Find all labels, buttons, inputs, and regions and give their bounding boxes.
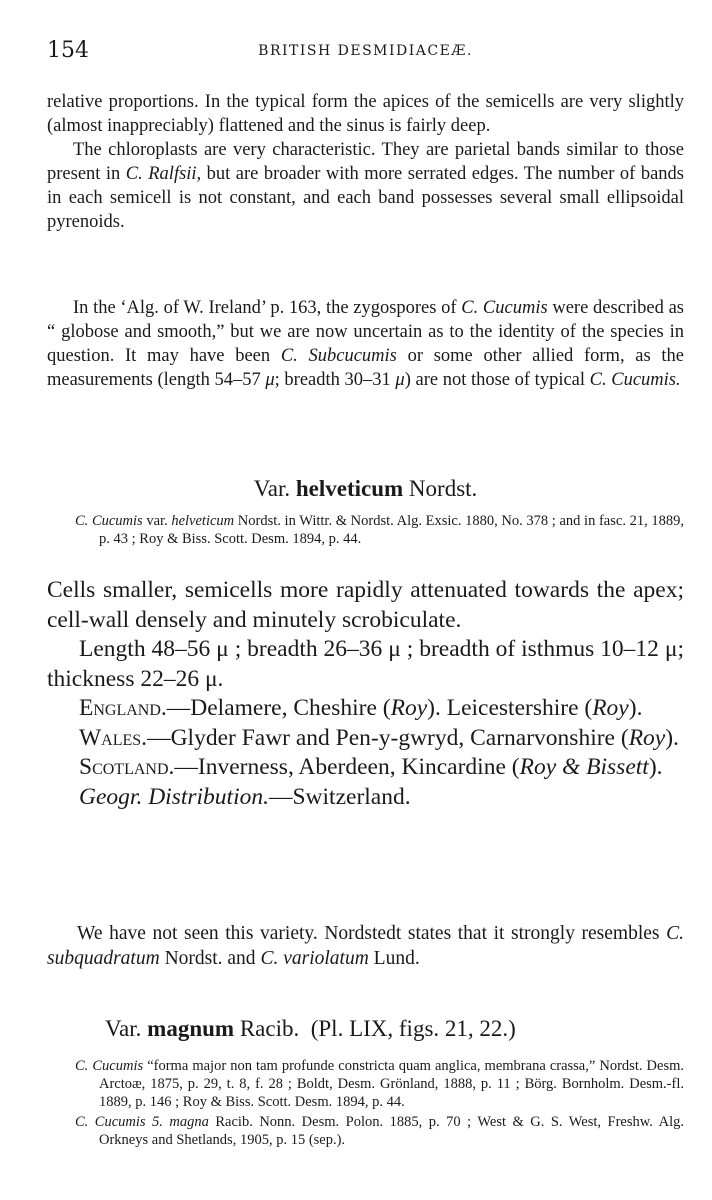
text-run: or some other allied form, as the measurements (length 54–57	[47, 346, 684, 390]
taxon-name: C. Cucumis.	[589, 370, 681, 390]
reference-entry	[75, 512, 684, 548]
paragraph-proportions: relative proportions. In the typical form the apices of the semicells are very slightly (almost inappreciably) flattened and the sinus is fairly deep.	[47, 92, 684, 136]
region-label: England.	[79, 695, 167, 721]
text-run: ; breadth 30–31	[274, 370, 396, 390]
unit-symbol: μ	[395, 370, 405, 390]
plate-reference: (Pl. LIX, figs. 21, 22.)	[299, 1016, 516, 1041]
text-run: ).	[665, 724, 679, 751]
text-run: —Inverness, Aberdeen, Kincardine (	[174, 754, 520, 780]
page-header	[47, 38, 684, 68]
collector-name: Roy	[592, 695, 629, 721]
taxon-name: C. Cucumis	[461, 298, 548, 318]
text-run: —Glyder Fawr and Pen-y-gwryd, Carnarvonshire (	[147, 724, 629, 751]
taxon-name: C. subquadratum	[47, 923, 684, 969]
distribution-england	[47, 694, 684, 724]
helveticum-note	[47, 921, 684, 971]
taxon-name: C. Cucumis	[75, 513, 143, 529]
variety-heading-helveticum	[47, 476, 684, 502]
text-run: We have not seen this variety. Nordstedt states that it strongly resembles	[77, 923, 667, 944]
variety-author: Nordst.	[403, 476, 478, 501]
variety-name: magnum	[147, 1016, 235, 1041]
zygospore-section	[47, 296, 684, 392]
paragraph-zygospores	[47, 296, 684, 392]
collector-name: Roy	[628, 724, 666, 751]
chloroplast-section	[47, 90, 684, 234]
text-run: but are broader with more serrated edges. The number of bands in each semicell is not constant, and each band possesses several small ellipsoidal pyrenoids.	[47, 164, 684, 232]
taxon-name: C. Cucumis	[75, 1058, 144, 1074]
text-run: Lund.	[368, 948, 420, 969]
taxon-name: C. Subcucumis	[280, 346, 397, 366]
text-run: —Delamere, Cheshire (	[166, 695, 391, 721]
text-run: var.	[142, 513, 172, 529]
text-run: ). Leicestershire (	[427, 695, 593, 721]
paragraph-description: Cells smaller, semicells more rapidly attenuated towards the apex; cell-wall densely and minutely scrobiculate.	[47, 577, 684, 633]
var-prefix: Var.	[105, 1016, 148, 1041]
text-run: ).	[628, 695, 643, 721]
taxon-name: C. Cucumis 5. magna	[75, 1114, 209, 1130]
unit-symbol: μ	[265, 370, 275, 390]
text-run: In the ‘Alg. of W. Ireland’ p. 163, the zygospores of	[73, 298, 462, 318]
region-label: Wales.	[79, 724, 148, 751]
text-run: The chloroplasts are very characteristic. They are parietal bands similar to those present in	[47, 140, 684, 184]
distribution-geographic	[47, 783, 684, 813]
text-run: —Switzerland.	[268, 783, 411, 810]
var-prefix: Var.	[253, 476, 296, 501]
page-number: 154	[47, 38, 89, 63]
text-run: “forma major non tam profunde constricta quam anglica, membrana crassa,” Nordst. Desm. Arctoæ, 1875, p. 29, t. 8, f. 28 ; Boldt, Desm. Grönland, 1888, p. 11 ; Börg. Bornholm. Desm.-fl. 1889, p. 146 ; Roy & Biss. Scott. Desm. 1894, p. 44.	[99, 1058, 684, 1110]
taxon-name: helveticum	[171, 513, 235, 529]
variety-author: Racib.	[234, 1016, 300, 1041]
taxon-name: C. variolatum	[260, 948, 369, 969]
running-head: BRITISH DESMIDIACEÆ.	[258, 43, 473, 59]
variety-heading-magnum	[105, 1016, 684, 1042]
region-label: Geogr. Distribution.	[79, 783, 269, 810]
references-magnum	[75, 1057, 684, 1151]
paragraph-chloroplasts	[47, 138, 684, 234]
reference-entry	[75, 1057, 684, 1111]
distribution-wales	[47, 724, 684, 754]
text-run: were described as “ globose and smooth,” but we are now uncertain as to the identity of the species in question. It may have been	[47, 298, 684, 366]
references-helveticum	[75, 512, 684, 550]
collector-name: Roy & Bissett	[519, 754, 649, 780]
variety-name: helveticum	[295, 476, 404, 501]
taxon-name: C. Ralfsii,	[125, 164, 202, 184]
region-label: Scotland.	[79, 754, 175, 780]
text-run: ) are not those of typical	[404, 370, 590, 390]
paragraph-measurements: Length 48–56 μ ; breadth 26–36 μ ; breadth of isthmus 10–12 μ; thickness 22–26 μ.	[47, 636, 684, 692]
helveticum-description	[47, 576, 684, 812]
paragraph-note	[47, 921, 684, 971]
text-run: Nordst. in Wittr. & Nordst. Alg. Exsic. 1880, No. 378 ; and in fasc. 21, 1889, p. 43 ; Roy & Biss. Scott. Desm. 1894, p. 44.	[99, 513, 684, 547]
distribution-scotland	[47, 753, 684, 783]
text-run: ).	[648, 754, 663, 780]
text-run: Racib. Nonn. Desm. Polon. 1885, p. 70 ; West & G. S. West, Freshw. Alg. Orkneys and Shetlands, 1905, p. 15 (sep.).	[99, 1114, 684, 1148]
collector-name: Roy	[390, 695, 428, 721]
reference-entry	[75, 1113, 684, 1149]
text-run: Nordst. and	[159, 948, 261, 969]
